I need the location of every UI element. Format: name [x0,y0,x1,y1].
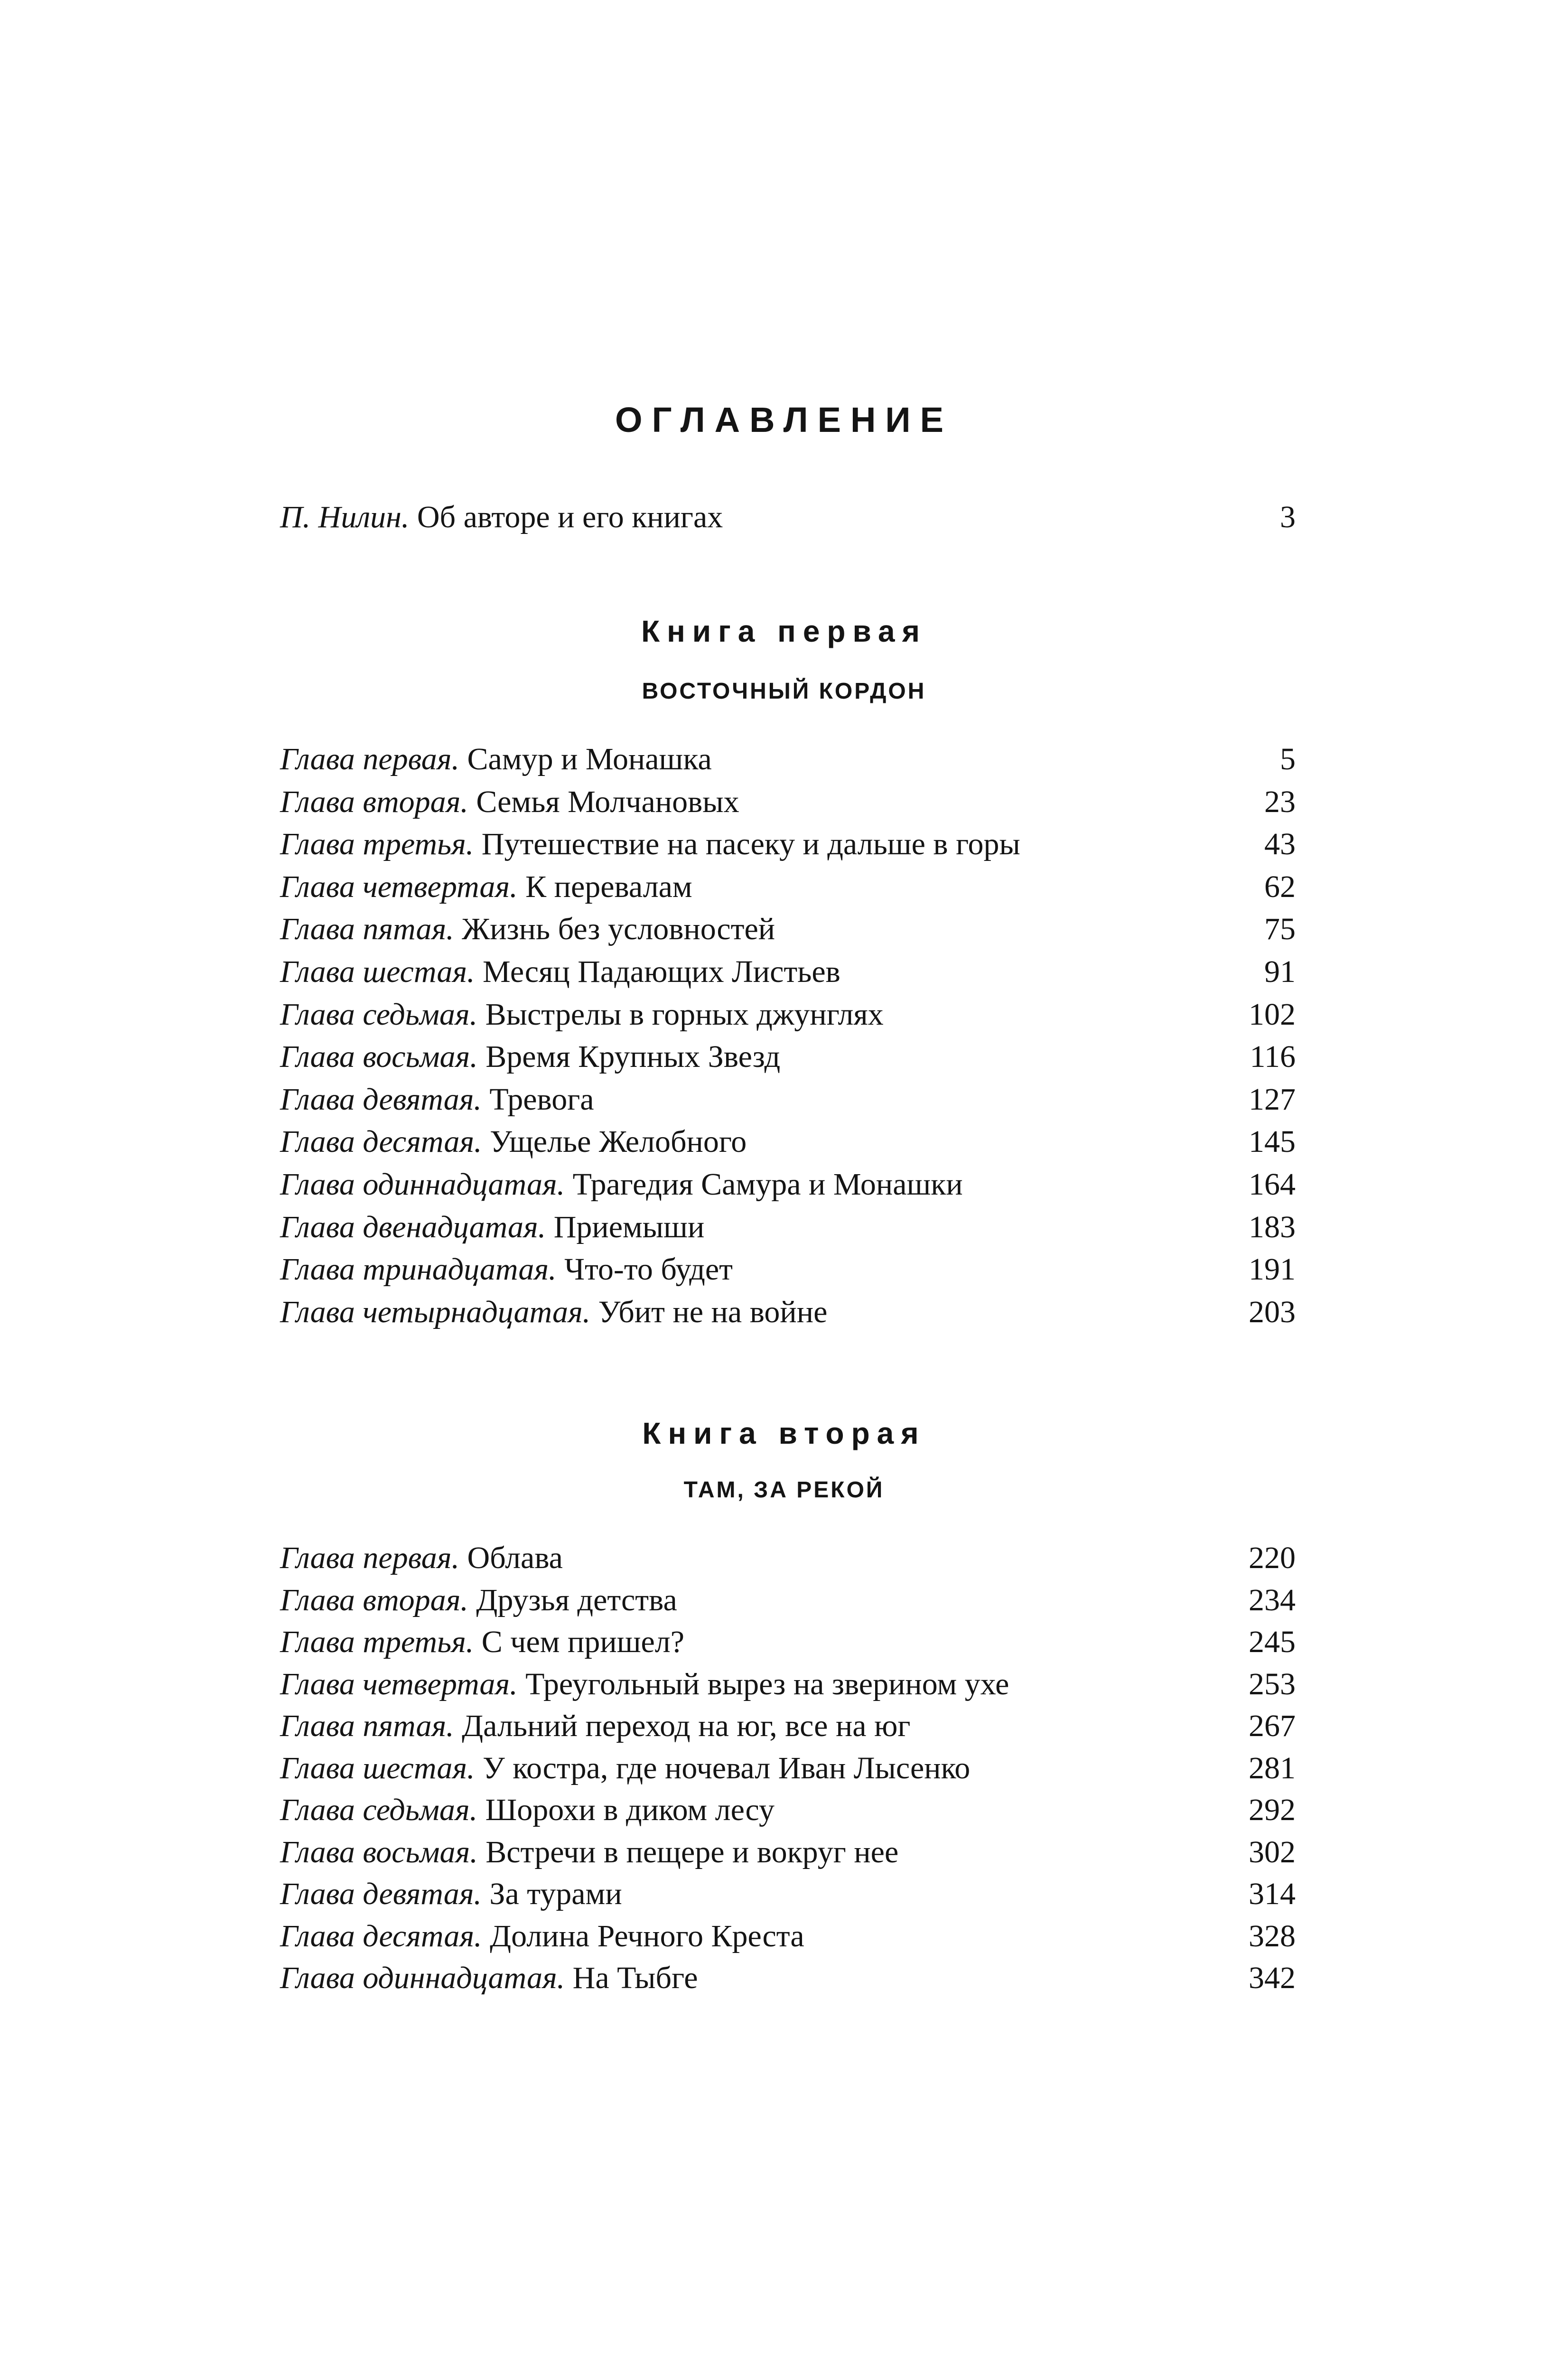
chapter-page-number: 62 [1264,869,1296,904]
chapter-page-number: 75 [1264,912,1296,947]
chapter-number: Глава пятая. [280,912,454,947]
chapter-title: Приемыши [553,1209,705,1244]
chapter-label [280,1078,594,1121]
foreword-author: П. Нилин. [280,500,410,534]
chapter-title: Облава [467,1541,563,1575]
chapter-title: К перевалам [525,869,692,904]
foreword-text: Об авторе и его книгах [417,500,723,534]
chapter-number: Глава девятая. [280,1082,482,1117]
chapter-label [280,1248,733,1291]
chapter-entry [280,1915,1296,1958]
chapter-title: Ущелье Желобного [490,1124,747,1159]
chapter-page-number: 43 [1264,827,1296,862]
chapter-label [280,1121,747,1163]
chapter-entry [280,1579,1296,1622]
chapter-title: Треугольный вырез на зверином ухе [525,1666,1009,1701]
chapter-entry [280,823,1296,866]
chapter-number: Глава первая. [280,742,459,776]
chapter-entry [280,1957,1296,1999]
chapter-entry [280,1747,1296,1790]
chapter-number: Глава седьмая. [280,1793,478,1827]
chapter-label [280,1579,677,1622]
book-1-subtitle: ВОСТОЧНЫЙ КОРДОН [642,679,926,704]
chapter-page-number: 253 [1249,1666,1296,1701]
chapter-label [280,1915,804,1958]
chapter-label [280,1873,622,1915]
chapter-page-number: 245 [1249,1625,1296,1659]
chapter-title: Долина Речного Креста [490,1918,804,1953]
chapter-number: Глава восьмая. [280,1039,478,1074]
chapter-number: Глава десятая. [280,1918,482,1953]
chapter-title: Тревога [489,1082,594,1117]
chapter-entry [280,866,1296,908]
chapter-entry [280,1663,1296,1706]
chapter-label [280,1705,910,1747]
chapter-label [280,1747,970,1790]
foreword-label [280,496,723,539]
chapter-title: Путешествие на пасеку и дальше в горы [481,827,1020,862]
chapter-number: Глава четырнадцатая. [280,1294,591,1329]
chapter-page-number: 314 [1249,1877,1296,1911]
chapter-label [280,738,712,781]
chapter-page-number: 267 [1249,1709,1296,1743]
chapter-entry [280,738,1296,781]
chapter-number: Глава седьмая. [280,997,478,1032]
chapter-title: Шорохи в диком лесу [485,1793,775,1827]
chapter-number: Глава девятая. [280,1877,482,1911]
chapter-page-number: 102 [1249,997,1296,1032]
chapter-entry [280,1078,1296,1121]
chapter-label [280,1537,563,1579]
chapter-title: Что-то будет [564,1252,733,1287]
chapter-label [280,993,884,1036]
chapter-number: Глава пятая. [280,1709,454,1743]
chapter-number: Глава двенадцатая. [280,1209,546,1244]
chapter-label [280,1291,827,1334]
chapter-title: Жизнь без условностей [462,912,775,947]
chapter-page-number: 5 [1280,742,1296,776]
chapter-title: Семья Молчановых [476,784,739,819]
chapter-entry [280,1705,1296,1747]
chapter-number: Глава вторая. [280,1582,468,1617]
chapter-label [280,1789,775,1831]
chapter-title: С чем пришел? [481,1625,685,1659]
chapter-title: Трагедия Самура и Монашки [572,1167,963,1202]
foreword-entry [280,496,1296,539]
chapter-number: Глава шестая. [280,954,475,989]
chapter-label [280,866,692,908]
chapter-number: Глава шестая. [280,1750,475,1785]
chapter-title: Встречи в пещере и вокруг нее [485,1834,899,1869]
chapter-number: Глава вторая. [280,784,468,819]
chapter-entry [280,1873,1296,1915]
chapter-page-number: 292 [1249,1793,1296,1827]
chapter-label [280,781,739,823]
chapter-number: Глава одиннадцатая. [280,1167,565,1202]
book-2-subtitle: ТАМ, ЗА РЕКОЙ [683,1477,885,1503]
chapter-label [280,1621,684,1663]
chapter-label [280,1206,704,1249]
chapter-entry [280,1036,1296,1078]
chapter-title: У костра, где ночевал Иван Лысенко [483,1750,971,1785]
toc-title: ОГЛАВЛЕНИЕ [615,400,953,439]
chapter-number: Глава третья. [280,1625,474,1659]
chapter-title: Дальний переход на юг, все на юг [462,1709,911,1743]
chapter-number: Глава третья. [280,827,474,862]
chapter-page-number: 220 [1249,1541,1296,1575]
chapter-label [280,823,1020,866]
chapter-title: На Тыбге [572,1961,698,1995]
chapter-number: Глава тринадцатая. [280,1252,557,1287]
chapter-title: Месяц Падающих Листьев [483,954,840,989]
chapter-entry [280,1537,1296,1579]
chapter-page-number: 91 [1264,954,1296,989]
chapter-page-number: 164 [1249,1167,1296,1202]
chapter-label [280,1036,780,1078]
chapter-entry [280,1121,1296,1163]
chapter-title: За турами [489,1877,622,1911]
chapter-entry [280,1789,1296,1831]
chapter-entry [280,1621,1296,1663]
chapter-label [280,1831,898,1874]
book-1-heading: Книга первая [641,614,927,648]
chapter-number: Глава десятая. [280,1124,482,1159]
chapter-page-number: 281 [1249,1750,1296,1785]
chapter-entry [280,781,1296,823]
chapter-page-number: 234 [1249,1582,1296,1617]
chapter-number: Глава одиннадцатая. [280,1961,565,1995]
chapter-label [280,1663,1009,1706]
chapter-title: Выстрелы в горных джунглях [485,997,884,1032]
chapter-entry [280,951,1296,993]
chapter-number: Глава восьмая. [280,1834,478,1869]
chapter-title: Убит не на войне [598,1294,828,1329]
chapter-number: Глава первая. [280,1541,459,1575]
foreword-page: 3 [1280,500,1296,534]
chapter-entry [280,1248,1296,1291]
chapter-title: Самур и Монашка [467,742,712,776]
chapter-page-number: 183 [1249,1209,1296,1244]
chapter-page-number: 145 [1249,1124,1296,1159]
chapter-entry [280,1206,1296,1249]
chapter-number: Глава четвертая. [280,869,518,904]
chapter-title: Время Крупных Звезд [485,1039,781,1074]
chapter-label [280,1163,963,1206]
chapter-page-number: 191 [1249,1252,1296,1287]
chapter-number: Глава четвертая. [280,1666,518,1701]
chapter-entry [280,1831,1296,1874]
chapter-page-number: 328 [1249,1918,1296,1953]
chapter-entry [280,993,1296,1036]
chapter-label [280,908,775,951]
chapter-label [280,1957,698,1999]
chapter-entry [280,1163,1296,1206]
chapter-label [280,951,840,993]
book-2-heading: Книга вторая [642,1416,926,1450]
chapter-page-number: 302 [1249,1834,1296,1869]
chapter-page-number: 23 [1264,784,1296,819]
chapter-page-number: 116 [1250,1039,1296,1074]
chapter-page-number: 203 [1249,1294,1296,1329]
chapter-page-number: 342 [1249,1961,1296,1995]
chapter-entry [280,908,1296,951]
chapter-title: Друзья детства [476,1582,677,1617]
chapter-page-number: 127 [1249,1082,1296,1117]
chapter-entry [280,1291,1296,1334]
